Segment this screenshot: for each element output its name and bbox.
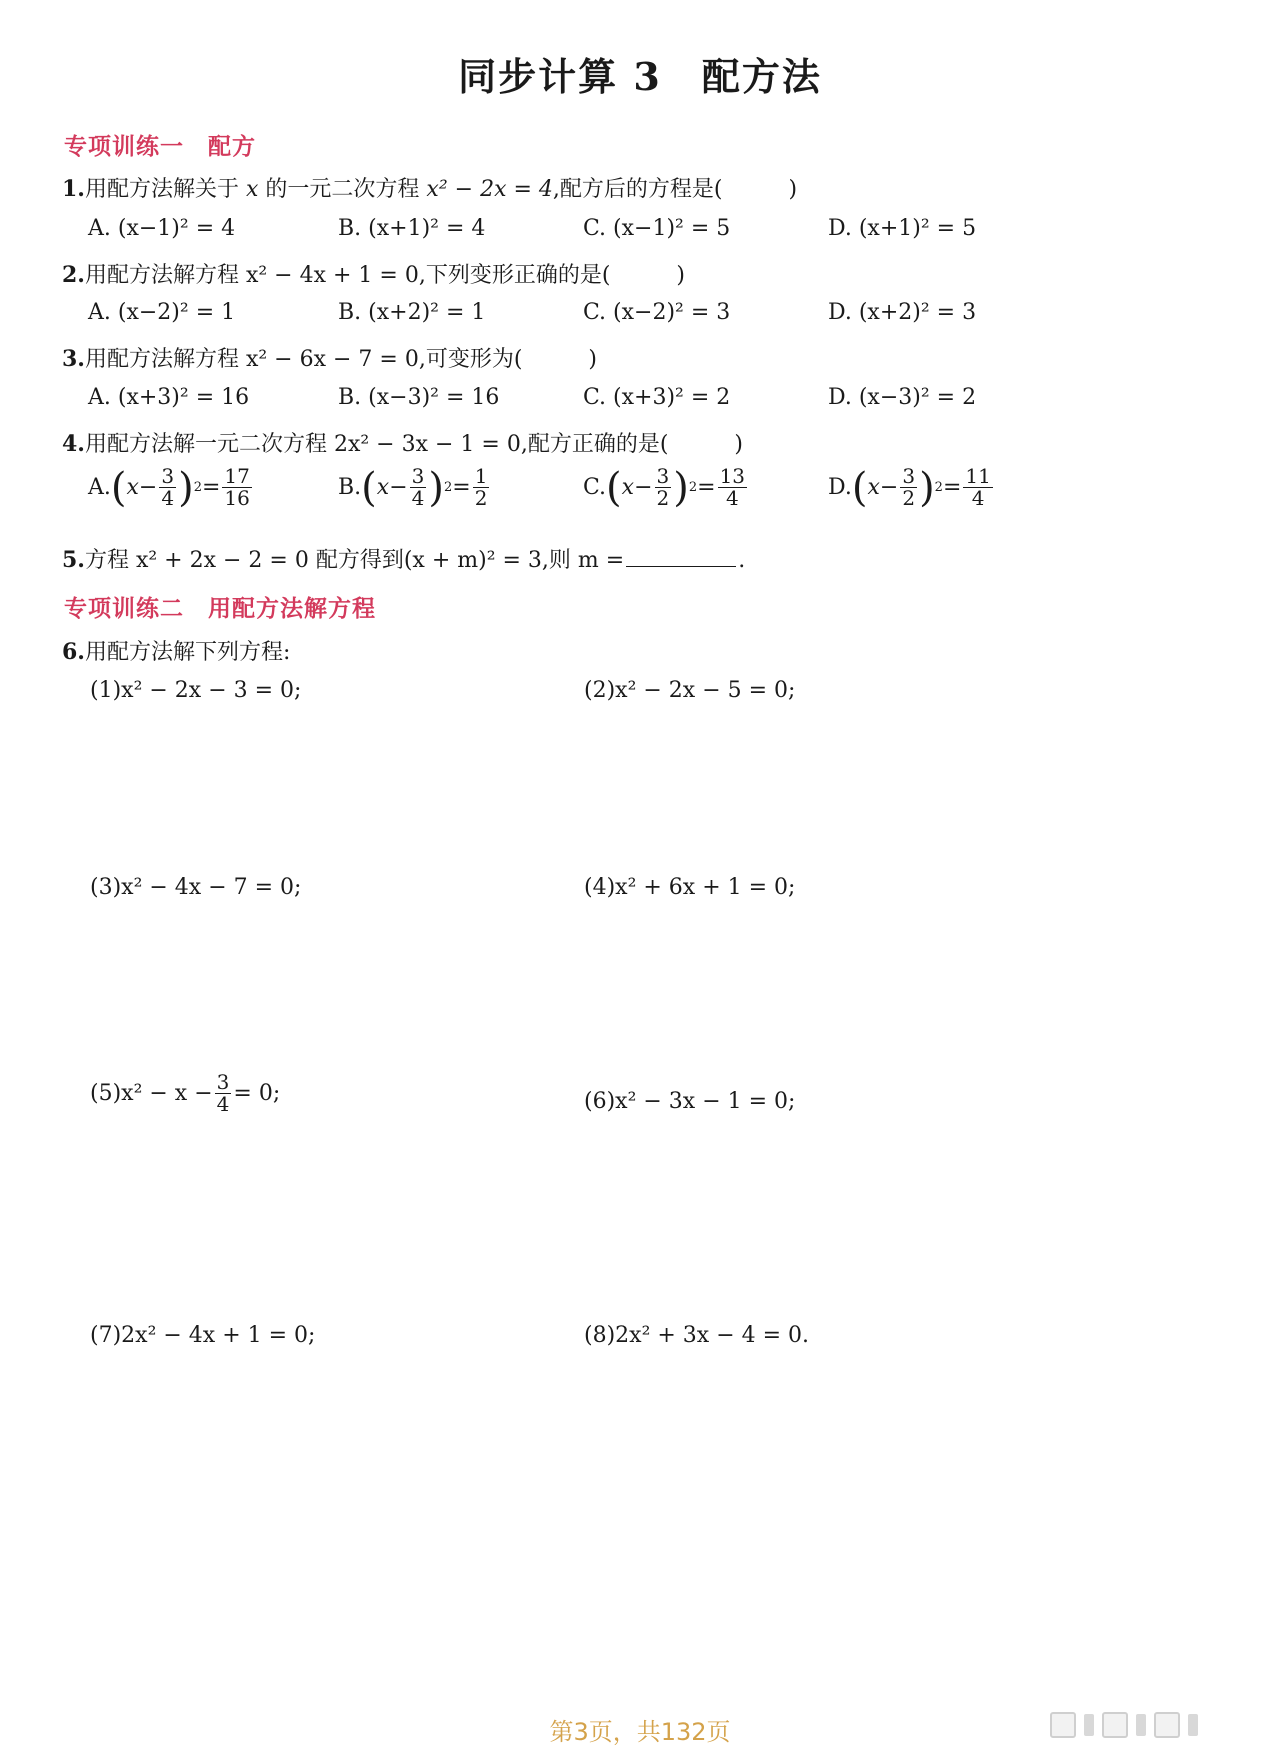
question-1	[62, 172, 797, 203]
question-text: 方程 x² + 2x − 2 = 0 配方得到(x + m)² = 3,则 m =	[84, 548, 625, 573]
q4-option-a: A. ( x − $\frac{3}{4}$ ) 2 = $\frac{17}{16}$	[88, 464, 250, 511]
question-number: 6.	[62, 639, 85, 665]
question-2	[62, 258, 685, 289]
single-page-icon[interactable]	[1102, 1712, 1128, 1738]
section-heading-1: 专项训练一 配方	[64, 134, 256, 160]
question-number: 4.	[62, 431, 85, 457]
q4-option-b: B. ( x − $\frac{3}{4}$ ) 2 = $\frac{1}{2}$	[338, 464, 488, 511]
question-text: 用配方法解方程 x² − 4x + 1 = 0,下列变形正确的是( )	[84, 263, 686, 288]
question-6	[62, 635, 290, 666]
fraction: $\frac{3}{4}$	[216, 1070, 230, 1116]
question-number: 2.	[62, 262, 85, 288]
q2-option-b: B. (x+2)² = 1	[338, 300, 486, 325]
question-equation: x² − 2x = 4	[426, 177, 553, 202]
fraction: $\frac{11}{4}$	[965, 464, 991, 510]
q6-subproblem-5: (5)x² − x − $\frac{3}{4}$ = 0;	[90, 1070, 281, 1116]
question-text: 用配方法解下列方程:	[84, 640, 291, 665]
q2-option-d: D. (x+2)² = 3	[828, 300, 977, 325]
q2-option-a: A. (x−2)² = 1	[88, 300, 236, 325]
q1-option-a: A. (x−1)² = 4	[88, 216, 236, 241]
question-4	[62, 427, 743, 458]
option-label: A.	[88, 475, 111, 500]
q4-option-d: D. ( x − $\frac{3}{2}$ ) 2 = $\frac{11}{4}$	[828, 464, 991, 511]
q6-subproblem-1: (1)x² − 2x − 3 = 0;	[90, 678, 302, 703]
question-number: 1.	[62, 176, 85, 202]
q1-option-d: D. (x+1)² = 5	[828, 216, 977, 241]
fraction: $\frac{13}{4}$	[719, 464, 746, 510]
option-label: D.	[828, 475, 852, 500]
question-variable: x	[245, 177, 259, 202]
question-number: 3.	[62, 346, 85, 372]
q6-subproblem-3: (3)x² − 4x − 7 = 0;	[90, 875, 302, 900]
toolbar-bar-icon[interactable]	[1188, 1714, 1198, 1736]
fraction: $\frac{3}{2}$	[656, 464, 670, 510]
question-text: 用配方法解一元二次方程 2x² − 3x − 1 = 0,配方正确的是( )	[84, 432, 744, 457]
question-text: ,配方后的方程是( )	[552, 177, 798, 202]
fraction: $\frac{3}{4}$	[161, 464, 175, 510]
fit-page-icon[interactable]	[1050, 1712, 1076, 1738]
fraction: $\frac{3}{2}$	[902, 464, 916, 510]
question-text: 用配方法解关于	[84, 177, 239, 202]
q3-option-c: C. (x+3)² = 2	[583, 385, 731, 410]
question-text: 的一元二次方程	[265, 177, 420, 202]
question-3	[62, 342, 597, 373]
q6-subproblem-4: (4)x² + 6x + 1 = 0;	[584, 875, 796, 900]
option-label: B.	[338, 475, 362, 500]
q3-option-a: A. (x+3)² = 16	[88, 385, 250, 410]
question-5: 5.方程 x² + 2x − 2 = 0 配方得到(x + m)² = 3,则 m = .	[62, 547, 746, 573]
q2-option-c: C. (x−2)² = 3	[583, 300, 731, 325]
question-text: 用配方法解方程 x² − 6x − 7 = 0,可变形为( )	[84, 347, 598, 372]
fraction: $\frac{1}{2}$	[474, 464, 488, 510]
option-label: C.	[583, 475, 607, 500]
viewer-toolbar[interactable]	[1050, 1712, 1198, 1738]
q6-subproblem-2: (2)x² − 2x − 5 = 0;	[584, 678, 796, 703]
answer-blank[interactable]	[626, 548, 736, 567]
question-number: 5.	[62, 547, 85, 573]
q6-subproblem-6: (6)x² − 3x − 1 = 0;	[584, 1089, 796, 1114]
page-footer: 第3页，共132页	[549, 1718, 731, 1746]
q6-subproblem-7: (7)2x² − 4x + 1 = 0;	[90, 1323, 316, 1348]
toolbar-bar-icon[interactable]	[1136, 1714, 1146, 1736]
fraction: $\frac{3}{4}$	[411, 464, 425, 510]
double-page-icon[interactable]	[1154, 1712, 1180, 1738]
page-title: 同步计算 3 配方法	[458, 54, 822, 99]
q1-option-b: B. (x+1)² = 4	[338, 216, 486, 241]
q1-option-c: C. (x−1)² = 5	[583, 216, 731, 241]
q3-option-d: D. (x−3)² = 2	[828, 385, 977, 410]
fraction: $\frac{17}{16}$	[224, 464, 250, 510]
section-heading-2: 专项训练二 用配方法解方程	[64, 596, 376, 622]
q6-subproblem-8: (8)2x² + 3x − 4 = 0.	[584, 1323, 810, 1348]
q3-option-b: B. (x−3)² = 16	[338, 385, 500, 410]
toolbar-bar-icon[interactable]	[1084, 1714, 1094, 1736]
q4-option-c: C. ( x − $\frac{3}{2}$ ) 2 = $\frac{13}{4}$	[583, 464, 746, 511]
